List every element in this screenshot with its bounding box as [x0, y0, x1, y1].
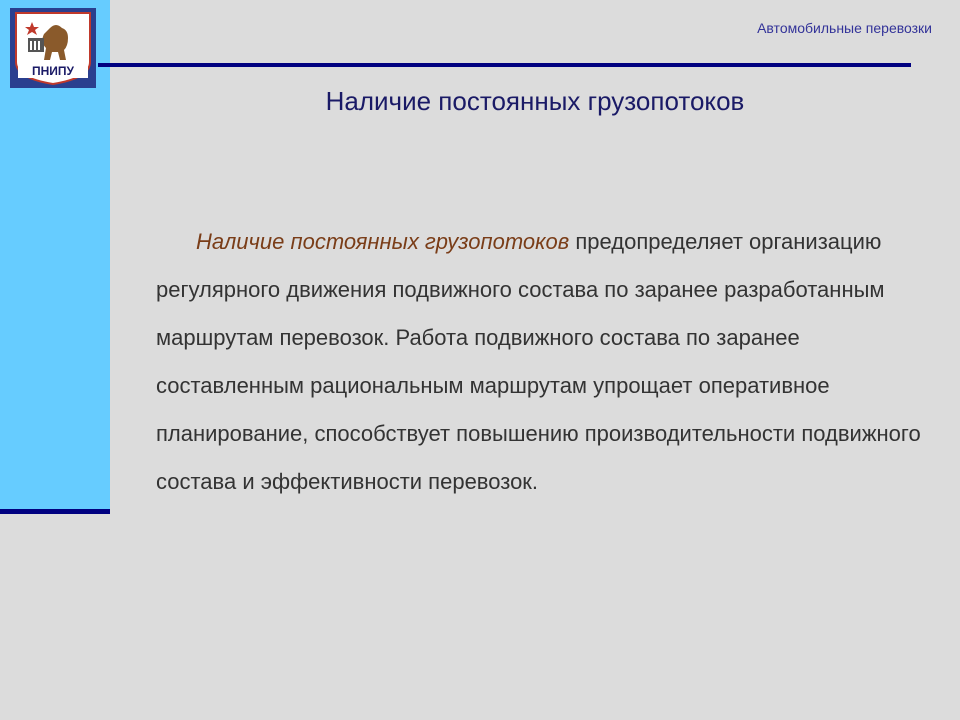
- university-crest-icon: [10, 8, 96, 88]
- left-bar-underline: [0, 509, 110, 514]
- course-caption: Автомобильные перевозки: [757, 20, 932, 36]
- crest-graphic: [10, 8, 96, 88]
- slide-title: Наличие постоянных грузопотоков: [325, 86, 745, 116]
- body-paragraph: [156, 218, 940, 506]
- logo-text: ПНИПУ: [31, 64, 75, 78]
- header-divider: [98, 63, 911, 67]
- body-text: предопределяет организацию регулярного движения подвижного состава по заранее разработанным маршрутам перевозок. Работа подвижного состава по заранее составленным рациональным маршрутам упрощает оперативное планирование, способствует повышению производительности подвижного состава и эффективности перевозок.: [156, 229, 921, 494]
- body-lead-phrase: Наличие постоянных грузопотоков: [196, 229, 570, 254]
